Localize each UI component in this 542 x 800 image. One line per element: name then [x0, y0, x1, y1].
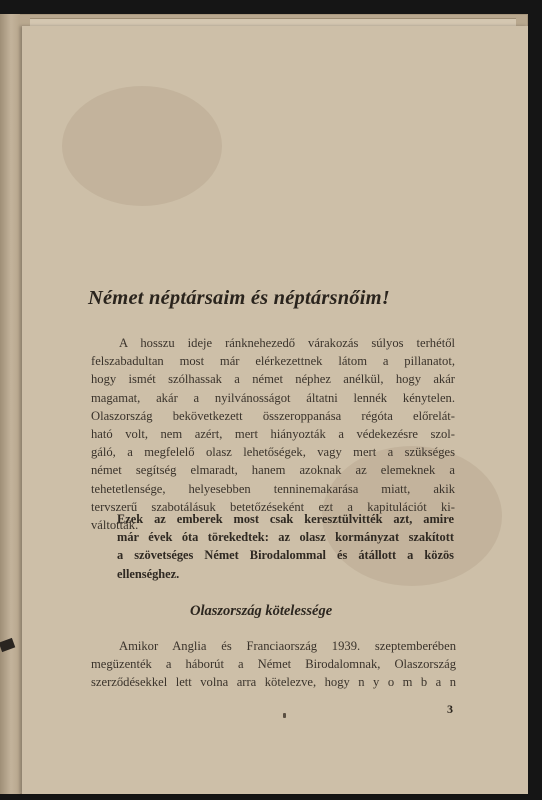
text-line: Olaszország bekövetkezett összeroppanása régóta előrelát-	[91, 408, 455, 423]
text-line: Ezek az emberek most csak keresztülvitték azt, amire	[117, 512, 454, 526]
text-line: A hosszu ideje ránknehezedő várakozás súlyos terhétől	[119, 336, 455, 350]
page-heading: Német néptársaim és néptársnőim!	[88, 287, 390, 309]
text-line: tervszerű szabotálásuk betetőzéseként ezt a kapitulációt ki-	[91, 499, 455, 514]
paragraph-2-bold	[117, 510, 454, 583]
text-line: ható volt, nem azért, mert hiányozták a védekezésre szol-	[91, 427, 455, 442]
text-line: gáló, a megfelelő olasz lehetőségek, vagy mert a szükséges	[91, 445, 455, 460]
binding-spine	[0, 14, 20, 794]
text-line: szerződésekkel lett volna arra kötelezve, hogy n y o m b a n	[91, 675, 456, 690]
text-line: a szövetséges Német Birodalommal és átállott a közös	[117, 548, 454, 563]
paragraph-1	[91, 334, 455, 534]
text-line: már évek óta törekedtek: az olasz kormányzat szakított	[117, 530, 454, 545]
text-line: felszabadultan most már elérkezettnek látom a pillanatot,	[91, 354, 455, 369]
text-line: megüzenték a háborút a Német Birodalomnak, Olaszország	[91, 657, 456, 672]
text-line: magamat, akár a nyilvánosságot áltatni lennék kénytelen.	[91, 390, 455, 405]
section-subheading: Olaszország kötelessége	[190, 603, 333, 619]
text-line: Amikor Anglia és Franciaország 1939. szeptemberében	[119, 639, 456, 653]
text-line: váltották.	[91, 518, 139, 533]
text-line: hogy ismét szólhassak a német néphez anélkül, hogy akár	[91, 372, 455, 387]
text-line: tehetetlensége, helyesebben tenninemakarása miatt, akik	[91, 481, 455, 496]
ink-mark	[283, 713, 286, 718]
paragraph-3	[91, 637, 456, 692]
page-number: 3	[447, 702, 453, 716]
text-line: ellenséghez.	[117, 566, 180, 581]
text-line: német segítség elmaradt, hanem azoknak az elemeknek a	[91, 463, 455, 478]
stain	[62, 86, 222, 206]
